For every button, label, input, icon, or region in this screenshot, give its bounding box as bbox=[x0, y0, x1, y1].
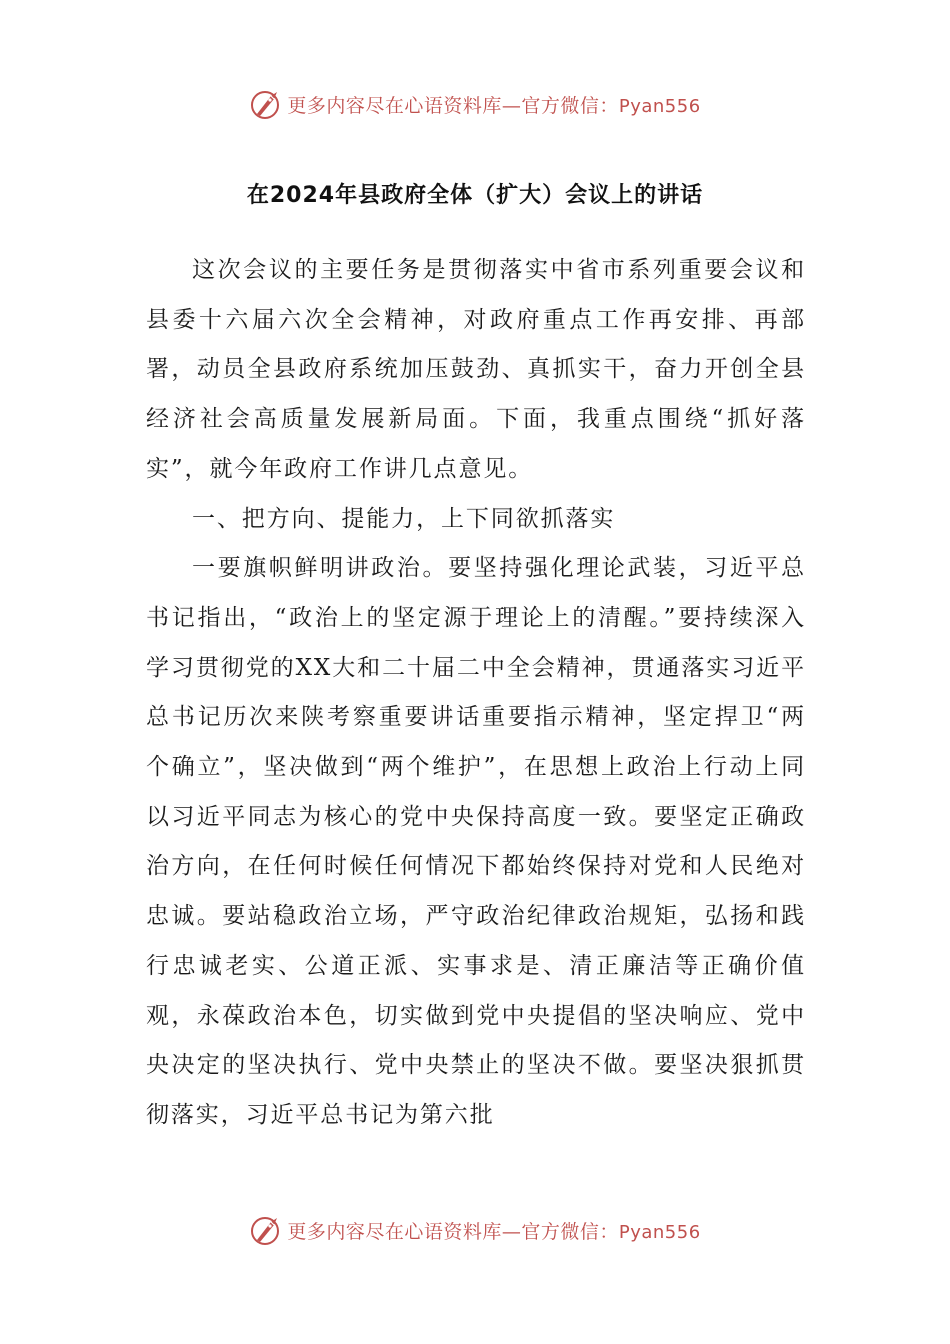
paragraph-politics: 一要旗帜鲜明讲政治。要坚持强化理论武装，习近平总书记指出，“政治上的坚定源于理论上的清醒。”要持续深入学习贯彻党的XX大和二十届二中全会精神，贯通落实习近平总书记历次来陕考察重要讲话重要指示精神，坚定捍卫“两个确立”，坚决做到“两个维护”，在思想上政治上行动上同以习近平同志为核心的党中央保持高度一致。要坚定正确政治方向，在任何时候任何情况下都始终保持对党和人民绝对忠诚。要站稳政治立场，严守政治纪律政治规矩，弘扬和践行忠诚老实、公道正派、实事求是、清正廉洁等正确价值观，永葆政治本色，切实做到党中央提倡的坚决响应、党中央决定的坚决执行、党中央禁止的坚决不做。要坚决狠抓贯彻落实，习近平总书记为第六批 bbox=[146, 555, 806, 1128]
wechat-id: Pyan556 bbox=[618, 95, 701, 117]
section-heading: 一、把方向、提能力，上下同欲抓落实 bbox=[192, 505, 616, 532]
wechat-id: Pyan556 bbox=[618, 1221, 701, 1243]
header-banner bbox=[0, 84, 950, 124]
document-title: 在2024年县政府全体（扩大）会议上的讲话 bbox=[246, 183, 704, 208]
pen-nib-logo-icon bbox=[249, 87, 283, 121]
pen-nib-logo-icon bbox=[249, 1213, 283, 1247]
paragraph-intro: 这次会议的主要任务是贯彻落实中省市系列重要会议和县委十六届六次全会精神，对政府重点工作再安排、再部署，动员全县政府系统加压鼓劲、真抓实干，奋力开创全县经济社会高质量发展新局面。下面，我重点围绕“抓好落实”，就今年政府工作讲几点意见。 bbox=[146, 257, 806, 482]
document-body bbox=[146, 246, 806, 1141]
footer-banner bbox=[0, 1210, 950, 1250]
banner-text: 更多内容尽在心语资料库—官方微信：Pyan556 bbox=[287, 94, 701, 117]
banner-text: 更多内容尽在心语资料库—官方微信：Pyan556 bbox=[287, 1220, 701, 1243]
